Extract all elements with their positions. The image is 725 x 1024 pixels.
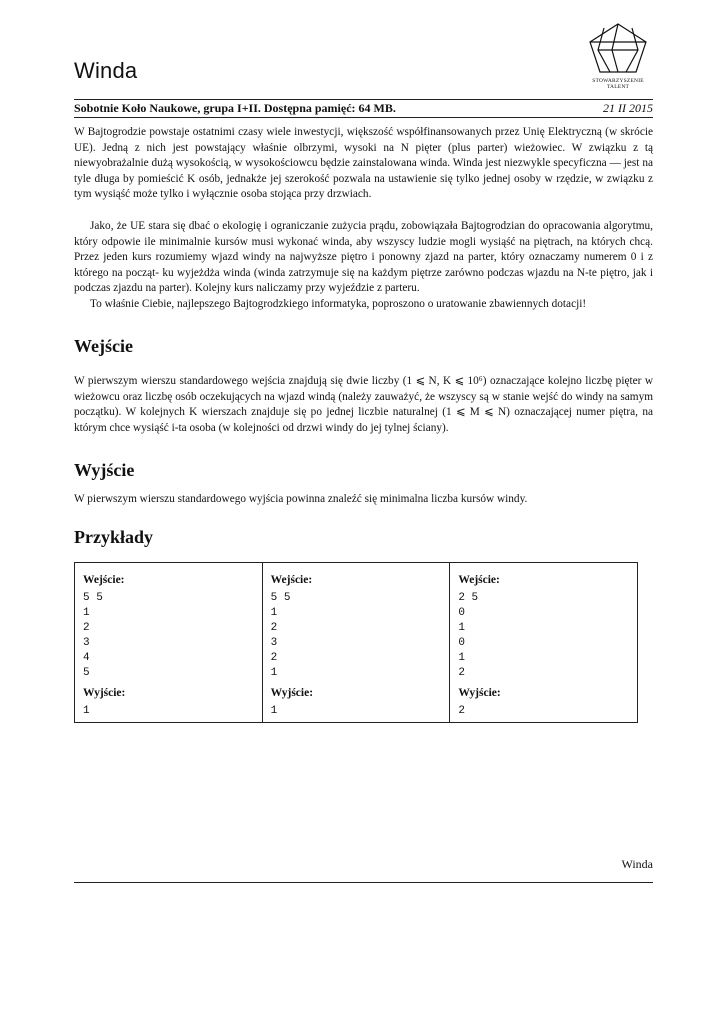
output-description: W pierwszym wierszu standardowego wyjścia powinna znaleźć się minimalna liczba kursów windy. [74,493,528,505]
input-description: W pierwszym wierszu standardowego wejścia znajdują się dwie liczby (1 ⩽ N, K ⩽ 10⁶) oznaczające kolejno liczbę pięter w wieżowcu oraz liczbę osób oczekujących na wjazd windą (należy zauważyć, że wszyscy są w stanie wejść do windy na samym początku). W kolejnych K wierszach znajduje się po jednej liczbie naturalnej (1 ⩽ M ⩽ N) oznaczającej numer piętra, na którym chce wysiąść i-ta osoba (w kolejności od drzwi windy do jej tylnej ściany). [74,375,653,434]
example-output-label: Wyjście: [270,687,314,699]
intro-paragraph-3: To właśnie Ciebie, najlepszego Bajtogrodzkiego informatyka, poproszono o uratowanie zbawiennych dotacji! [90,298,587,310]
logo-text-line1: STOWARZYSZENIE [592,78,644,84]
page-title: Winda [74,58,138,83]
example-column-3 [449,563,637,722]
diamond-logo-icon [586,22,650,78]
example-output: 1 [83,705,90,717]
example-output: 2 [458,705,465,717]
example-input-label: Wejście: [270,574,313,586]
example-column-1 [75,563,262,722]
intro-paragraph-1: W Bajtogrodzie powstaje ostatnimi czasy wiele inwestycji, większość współfinansowanych przez Unię Elektryczną (w skrócie UE). Jedną z nich jest powstający właśnie olbrzymi, wysoki na N pięter (plus parter) wieżowiec. W związku z tą niewyobrażalnie dużą wysokością, w wysokościowcu będzie zainstalowana winda. Winda jest niezwykle specyficzna — jest na tyle długa by pomieścić K osób, jednakże jej szerokość pozwala na ustawienie się tylko jednej osoby w rzędzie, w związku z tym wysiąść może tylko i wyłącznie osoba stojąca przy drzwiach. [74,126,653,201]
input-heading: Wejście [74,336,133,356]
footer-title: Winda [621,857,653,871]
example-input-label: Wejście: [458,574,500,586]
logo-text-line2: TALENT [606,84,630,90]
example-input: 5 5 1 2 3 4 5 [83,592,103,679]
example-column-2 [262,563,450,722]
header-rule-top [74,99,653,100]
example-output-label: Wyjście: [83,687,126,699]
example-output-label: Wyjście: [458,687,501,699]
examples-table [74,562,638,723]
header-rule-bottom [74,117,653,118]
example-input: 5 5 1 2 3 2 1 [270,592,291,679]
example-input: 2 5 0 1 0 1 2 [458,592,479,679]
header-info: Sobotnie Koło Naukowe, grupa I+II. Dostępna pamięć: 64 MB. [74,101,396,115]
example-input-label: Wejście: [83,574,125,586]
examples-heading: Przykłady [74,527,153,547]
footer-rule [74,882,653,883]
example-output: 1 [270,705,278,717]
talent-logo [580,22,656,98]
header-date: 21 II 2015 [603,101,653,115]
intro-paragraph-2: Jako, że UE stara się dbać o ekologię i ograniczanie zużycia prądu, zobowiązała Bajtogrodzian do opracowania algorytmu, który odpowie ile minimalnie kursów musi wykonać winda, aby wszyscy ludzie mogli wysiąść na piętrach, na których chcą. Przez jeden kurs rozumiemy wjazd windy na najwyższe piętro i ponowny zjazd na parter, który oznaczamy numerem 0 i z którego na począt- ku wyjeżdża winda (winda zatrzymuje się na każdym piętrze zarówno podczas wjazdu na N-te piętro, jak i podczas zjazdu na parter). Kolejny kurs naliczamy przy wyjeździe z parteru. [74,220,653,295]
output-heading: Wyjście [74,460,135,480]
